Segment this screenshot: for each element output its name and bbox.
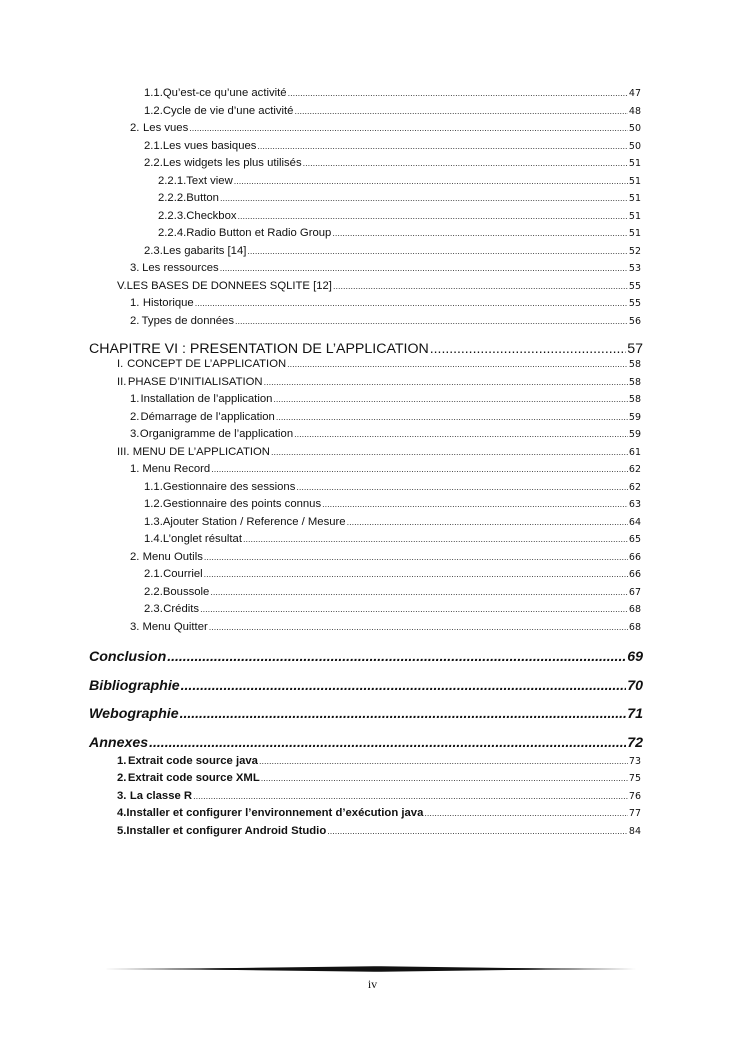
toc-entry-page: 61	[628, 447, 641, 458]
leader-dots	[204, 552, 628, 562]
toc-entry-page: 58	[628, 394, 641, 405]
toc-entry-page: 51	[628, 158, 641, 169]
toc-entry-title: Checkbox	[186, 210, 237, 222]
toc-entry-number: 1.2.	[144, 498, 163, 510]
toc-entry-page: 84	[628, 826, 641, 837]
toc-entry-title: Cycle de vie d’une activité	[162, 105, 294, 117]
toc-entry-title: Extrait code source java	[127, 755, 258, 767]
toc-entry[interactable]	[144, 87, 641, 104]
toc-entry-page: 51	[628, 193, 641, 204]
leader-dots	[181, 677, 627, 693]
leader-dots	[243, 534, 628, 544]
toc-entry-title: Qu’est-ce qu’une activité	[162, 87, 287, 99]
toc-entry-title: CONCEPT DE L’APPLICATION	[127, 358, 287, 370]
leader-dots	[322, 499, 628, 509]
toc-chapter-page: 57	[627, 341, 643, 357]
toc-entry-title: LES BASES DE DONNEES SQLITE [12]	[126, 280, 332, 292]
toc-annex-entry[interactable]	[117, 807, 641, 824]
footer-rule	[104, 965, 644, 973]
toc-entry-page: 62	[628, 482, 641, 493]
toc-entry-page: 58	[628, 359, 641, 370]
toc-entry-title: MENU DE L’APPLICATION	[132, 446, 270, 458]
leader-dots	[276, 412, 628, 422]
toc-entry[interactable]	[158, 175, 641, 192]
toc-entry-page: 66	[628, 569, 641, 580]
toc-entry-page: 55	[628, 298, 641, 309]
toc-entry-number: 3.	[130, 428, 140, 440]
toc-entry-number: 2.2.1.	[158, 175, 187, 187]
leader-dots	[271, 447, 628, 457]
leader-dots	[238, 211, 628, 221]
toc-entry-number: 2.	[130, 122, 140, 134]
toc-entry-page: 59	[628, 429, 641, 440]
toc-chapter[interactable]	[89, 340, 643, 359]
leader-dots	[149, 734, 626, 750]
toc-entry-page: 55	[628, 281, 641, 292]
toc-entry-number: 2.2.2.	[158, 192, 187, 204]
toc-entry-title: Menu Quitter	[142, 621, 208, 633]
toc-entry-number: 1.4.	[144, 533, 163, 545]
toc-entry-page: 59	[628, 412, 641, 423]
toc-entry[interactable]	[130, 411, 641, 428]
toc-entry[interactable]	[144, 481, 641, 498]
leader-dots	[424, 808, 628, 818]
toc-entry-title: Installation de l’application	[140, 393, 273, 405]
leader-dots	[210, 587, 628, 597]
toc-entry-number: 2.2.3.	[158, 210, 187, 222]
toc-entry[interactable]	[144, 157, 641, 174]
toc-chapter-title: CHAPITRE VI : PRESENTATION DE L’APPLICATION	[89, 341, 429, 357]
leader-dots	[261, 773, 628, 783]
toc-entry-title: Gestionnaire des sessions	[162, 481, 296, 493]
toc-entry-page: 51	[628, 176, 641, 187]
toc-entry-title: Les gabarits [14]	[162, 245, 247, 257]
leader-dots	[193, 791, 628, 801]
toc-entry-page: 67	[628, 587, 641, 598]
leader-dots	[333, 281, 628, 291]
toc-entry-number: V.	[117, 280, 127, 292]
toc-entry-page: 63	[628, 499, 641, 510]
toc-entry-number: 1.	[130, 393, 140, 405]
toc-entry-title: La classe R	[129, 790, 193, 802]
toc-entry[interactable]	[130, 393, 641, 410]
toc-entry-page: 47	[628, 88, 641, 99]
toc-major-title: Conclusion	[89, 649, 167, 665]
toc-entry-title: Démarrage de l’application	[140, 411, 275, 423]
toc-entry-number: 4.	[117, 807, 127, 819]
toc-entry-number: 2.	[130, 551, 140, 563]
toc-entry-title: Les vues	[143, 122, 189, 134]
toc-major-title: Annexes	[89, 735, 149, 751]
leader-dots	[327, 826, 628, 836]
toc-entry-page: 77	[628, 808, 641, 819]
toc-entry-page: 51	[628, 211, 641, 222]
leader-dots	[288, 88, 628, 98]
toc-entry-number: 1.2.	[144, 105, 163, 117]
toc-entry-page: 62	[628, 464, 641, 475]
leader-dots	[247, 246, 628, 256]
toc-entry-page: 64	[628, 517, 641, 528]
leader-dots	[180, 705, 627, 721]
toc-major-entry[interactable]	[89, 677, 643, 697]
leader-dots	[167, 648, 626, 664]
toc-entry-page: 56	[628, 316, 641, 327]
leader-dots	[430, 340, 626, 356]
toc-entry-title: Gestionnaire des points connus	[162, 498, 322, 510]
toc-entry-title: Menu Record	[142, 463, 211, 475]
toc-entry[interactable]	[130, 463, 641, 480]
toc-major-title: Webographie	[89, 706, 179, 722]
toc-entry-number: 3.	[130, 621, 140, 633]
toc-annex-entry[interactable]	[117, 825, 641, 842]
toc-entry-number: 3.	[117, 790, 127, 802]
toc-entry-number: II.	[117, 376, 127, 388]
toc-entry-page: 50	[628, 141, 641, 152]
leader-dots	[347, 517, 628, 527]
toc-entry-page: 76	[628, 791, 641, 802]
toc-entry[interactable]	[130, 122, 641, 139]
toc-entry-number: 5.	[117, 825, 127, 837]
toc-entry-page: 52	[628, 246, 641, 257]
toc-entry[interactable]	[117, 280, 641, 297]
toc-entry[interactable]	[144, 586, 641, 603]
toc-major-page: 71	[627, 706, 643, 722]
toc-entry-number: 2.3.	[144, 245, 163, 257]
toc-entry-title: Installer et configurer l’environnement d’exécution java	[126, 807, 424, 819]
toc-entry-number: III.	[117, 446, 130, 458]
toc-entry-number: 1.1.	[144, 87, 163, 99]
toc-entry[interactable]	[144, 140, 641, 157]
toc-entry-title: Installer et configurer Android Studio	[126, 825, 327, 837]
toc-entry-page: 48	[628, 106, 641, 117]
toc-entry-number: 1.	[117, 755, 127, 767]
leader-dots	[235, 316, 628, 326]
toc-entry[interactable]	[144, 498, 641, 515]
toc-entry-title: Ajouter Station / Reference / Mesure	[162, 516, 346, 528]
toc-entry-page: 53	[628, 263, 641, 274]
toc-entry-number: 2.2.4.	[158, 227, 187, 239]
toc-entry[interactable]	[130, 262, 641, 279]
toc-entry-title: Courriel	[163, 568, 203, 580]
leader-dots	[234, 176, 628, 186]
toc-entry-number: 2.	[130, 411, 140, 423]
toc-entry[interactable]	[117, 376, 641, 393]
toc-entry-number: 2.	[117, 772, 127, 784]
leader-dots	[294, 106, 627, 116]
leader-dots	[257, 141, 627, 151]
toc-entry[interactable]	[158, 227, 641, 244]
toc-entry-title: Historique	[142, 297, 194, 309]
toc-entry-title: Menu Outils	[142, 551, 203, 563]
toc-entry-page: 66	[628, 552, 641, 563]
toc-entry[interactable]	[144, 568, 641, 585]
toc-entry-number: 2.2.	[144, 157, 163, 169]
leader-dots	[287, 359, 628, 369]
toc-entry-page: 68	[628, 622, 641, 633]
toc-annex-entry[interactable]	[117, 755, 641, 772]
toc-entry[interactable]	[144, 245, 641, 262]
toc-entry[interactable]	[144, 533, 641, 550]
leader-dots	[211, 464, 628, 474]
toc-entry-number: I.	[117, 358, 124, 370]
toc-entry-title: Boussole	[162, 586, 210, 598]
toc-entry-number: 1.1.	[144, 481, 163, 493]
leader-dots	[209, 622, 628, 632]
toc-entry[interactable]	[117, 358, 641, 375]
leader-dots	[204, 569, 628, 579]
leader-dots	[264, 377, 628, 387]
toc-entry-number: 1.3.	[144, 516, 163, 528]
toc-annex-entry[interactable]	[117, 790, 641, 807]
leader-dots	[273, 394, 628, 404]
toc-entry-number: 2.1.	[144, 568, 163, 580]
toc-entry-title: PHASE D’INITIALISATION	[127, 376, 263, 388]
toc-entry[interactable]	[158, 192, 641, 209]
toc-major-page: 72	[627, 735, 643, 751]
toc-entry-number: 1.	[130, 297, 140, 309]
leader-dots	[189, 123, 628, 133]
toc-entry[interactable]	[158, 210, 641, 227]
toc-entry-page: 50	[628, 123, 641, 134]
leader-dots	[294, 429, 628, 439]
toc-entry[interactable]	[130, 428, 641, 445]
toc-entry[interactable]	[144, 105, 641, 122]
leader-dots	[332, 228, 628, 238]
leader-dots	[303, 158, 628, 168]
toc-entry-title: Les ressources	[142, 262, 219, 274]
toc-entry-number: 2.2.	[144, 586, 163, 598]
toc-entry-title: Les vues basiques	[162, 140, 257, 152]
toc-major-page: 69	[627, 649, 643, 665]
toc-entry-title: Radio Button et Radio Group	[186, 227, 332, 239]
toc-entry[interactable]	[117, 446, 641, 463]
leader-dots	[259, 756, 628, 766]
toc-entry-title: Organigramme de l’application	[139, 428, 294, 440]
toc-entry[interactable]	[144, 603, 641, 620]
toc-entry-page: 75	[628, 773, 641, 784]
leader-dots	[296, 482, 628, 492]
toc-major-page: 70	[627, 678, 643, 694]
toc-entry-page: 65	[628, 534, 641, 545]
toc-entry-title: Text view	[186, 175, 233, 187]
toc-major-entry[interactable]	[89, 648, 643, 668]
toc-major-entry[interactable]	[89, 705, 643, 725]
toc-entry[interactable]	[130, 315, 641, 332]
toc-entry[interactable]	[144, 516, 641, 533]
toc-entry-page: 73	[628, 756, 641, 767]
leader-dots	[200, 604, 628, 614]
toc-entry-title: Les widgets les plus utilisés	[162, 157, 302, 169]
toc-entry-title: Types de données	[141, 315, 234, 327]
toc-major-title: Bibliographie	[89, 678, 180, 694]
toc-entry-title: Crédits	[163, 603, 200, 615]
toc-entry[interactable]	[130, 297, 641, 314]
page-number: iv	[367, 977, 378, 991]
toc-entry-title: Extrait code source XML	[127, 772, 260, 784]
toc-entry[interactable]	[130, 621, 641, 638]
leader-dots	[220, 193, 628, 203]
toc-entry[interactable]	[130, 551, 641, 568]
leader-dots	[195, 298, 628, 308]
toc-entry-page: 51	[628, 228, 641, 239]
toc-entry-number: 2.3.	[144, 603, 163, 615]
toc-entry-number: 2.	[130, 315, 140, 327]
toc-entry-number: 3.	[130, 262, 140, 274]
toc-annex-entry[interactable]	[117, 772, 641, 789]
toc-entry-title: Button	[186, 192, 219, 204]
toc-entry-title: L’onglet résultat	[162, 533, 242, 545]
toc-entry-number: 2.1.	[144, 140, 163, 152]
toc-entry-page: 58	[628, 377, 641, 388]
toc-entry-page: 68	[628, 604, 641, 615]
leader-dots	[220, 263, 628, 273]
toc-entry-number: 1.	[130, 463, 140, 475]
toc-major-entry[interactable]	[89, 734, 643, 754]
